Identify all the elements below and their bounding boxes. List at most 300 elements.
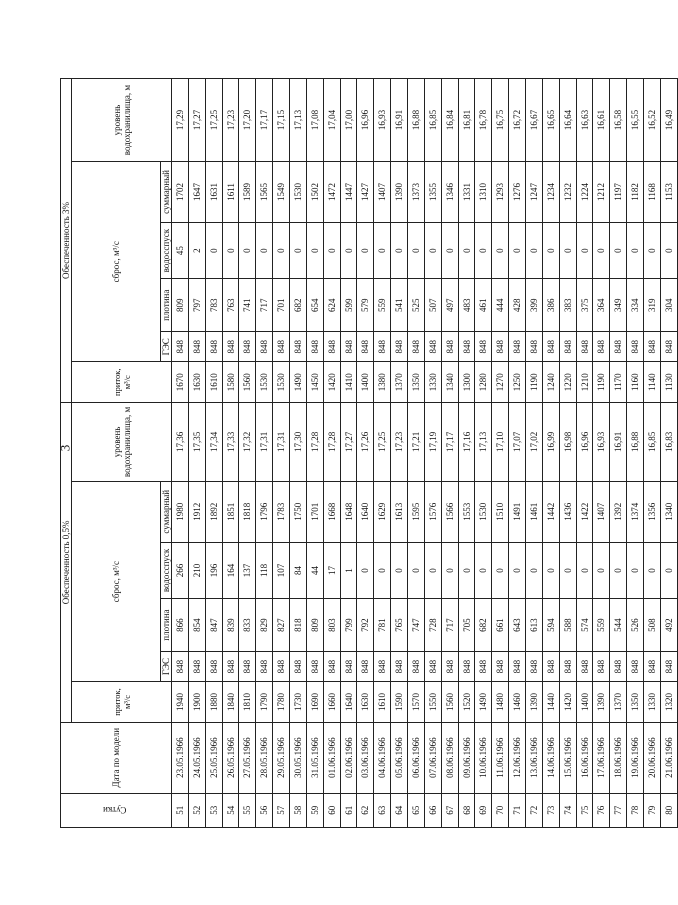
table-cell: 1912 bbox=[188, 481, 205, 542]
table-cell: 525 bbox=[408, 279, 425, 332]
table-cell: 1168 bbox=[644, 162, 661, 223]
table-cell: 0 bbox=[408, 222, 425, 279]
table-cell: 1370 bbox=[391, 362, 408, 402]
table-cell: 0 bbox=[660, 222, 677, 279]
table-cell: 17,25 bbox=[374, 402, 391, 481]
table-cell: 1610 bbox=[374, 682, 391, 722]
table-row bbox=[222, 79, 239, 828]
table-cell: 526 bbox=[627, 599, 644, 652]
table-cell: 848 bbox=[340, 651, 357, 681]
header-section-0-5: Обеспеченность 0,5% bbox=[61, 402, 72, 722]
table-row bbox=[492, 79, 509, 828]
table-cell: 0 bbox=[441, 542, 458, 599]
table-cell: 2 bbox=[188, 222, 205, 279]
table-cell: 848 bbox=[340, 332, 357, 362]
table-cell: 137 bbox=[239, 542, 256, 599]
table-cell: 1490 bbox=[475, 682, 492, 722]
table-cell: 27.05.1966 bbox=[239, 722, 256, 793]
table-cell: 848 bbox=[273, 332, 290, 362]
table-cell: 848 bbox=[424, 651, 441, 681]
table-cell: 1783 bbox=[273, 481, 290, 542]
table-cell: 1560 bbox=[239, 362, 256, 402]
table-cell: 728 bbox=[424, 599, 441, 652]
table-cell: 848 bbox=[391, 332, 408, 362]
table-cell: 0 bbox=[239, 222, 256, 279]
table-cell: 17,23 bbox=[391, 402, 408, 481]
table-cell: 84 bbox=[290, 542, 307, 599]
table-cell: 1796 bbox=[256, 481, 273, 542]
table-cell: 613 bbox=[526, 599, 543, 652]
table-row bbox=[340, 79, 357, 828]
table-row bbox=[323, 79, 340, 828]
table-cell: 1730 bbox=[290, 682, 307, 722]
table-cell: 797 bbox=[188, 279, 205, 332]
table-cell: 0 bbox=[391, 222, 408, 279]
table-row bbox=[441, 79, 458, 828]
table-cell: 848 bbox=[458, 651, 475, 681]
table-cell: 16,96 bbox=[357, 79, 374, 162]
table-cell: 69 bbox=[475, 793, 492, 827]
table-cell: 701 bbox=[273, 279, 290, 332]
table-cell: 848 bbox=[239, 332, 256, 362]
table-cell: 17,19 bbox=[424, 402, 441, 481]
table-cell: 0 bbox=[374, 222, 391, 279]
table-cell: 12.06.1966 bbox=[509, 722, 526, 793]
table-cell: 0 bbox=[492, 222, 509, 279]
table-cell: 0 bbox=[660, 542, 677, 599]
table-cell: 0 bbox=[559, 542, 576, 599]
table-cell: 349 bbox=[610, 279, 627, 332]
table-cell: 848 bbox=[256, 332, 273, 362]
table-cell: 1331 bbox=[458, 162, 475, 223]
header-dam-1: плотина bbox=[161, 599, 172, 652]
table-cell: 1130 bbox=[660, 362, 677, 402]
table-cell: 74 bbox=[559, 793, 576, 827]
table-cell: 0 bbox=[340, 222, 357, 279]
table-cell: 71 bbox=[509, 793, 526, 827]
table-cell: 809 bbox=[172, 279, 189, 332]
table-cell: 17,07 bbox=[509, 402, 526, 481]
header-ges-1: ГЭС bbox=[161, 651, 172, 681]
table-cell: 17,32 bbox=[239, 402, 256, 481]
table-cell: 0 bbox=[509, 222, 526, 279]
table-cell: 848 bbox=[509, 651, 526, 681]
table-cell: 16,61 bbox=[593, 79, 610, 162]
table-cell: 1270 bbox=[492, 362, 509, 402]
table-cell: 661 bbox=[492, 599, 509, 652]
table-cell: 1549 bbox=[273, 162, 290, 223]
table-cell: 1530 bbox=[290, 162, 307, 223]
table-cell: 0 bbox=[290, 222, 307, 279]
table-cell: 17,21 bbox=[408, 402, 425, 481]
table-cell: 24.05.1966 bbox=[188, 722, 205, 793]
table-cell: 0 bbox=[526, 222, 543, 279]
table-cell: 579 bbox=[357, 279, 374, 332]
table-cell: 599 bbox=[340, 279, 357, 332]
table-cell: 304 bbox=[660, 279, 677, 332]
table-cell: 839 bbox=[222, 599, 239, 652]
table-cell: 1892 bbox=[205, 481, 222, 542]
table-cell: 0 bbox=[273, 222, 290, 279]
table-cell: 65 bbox=[408, 793, 425, 827]
header-date: Дата по модели bbox=[61, 722, 172, 793]
table-cell: 1356 bbox=[644, 481, 661, 542]
table-cell: 1490 bbox=[290, 362, 307, 402]
table-cell: 765 bbox=[391, 599, 408, 652]
table-cell: 1640 bbox=[357, 481, 374, 542]
table-cell: 1630 bbox=[188, 362, 205, 402]
table-cell: 54 bbox=[222, 793, 239, 827]
table-cell: 16,93 bbox=[593, 402, 610, 481]
table-cell: 1818 bbox=[239, 481, 256, 542]
table-cell: 118 bbox=[256, 542, 273, 599]
table-cell: 26.05.1966 bbox=[222, 722, 239, 793]
data-table-container bbox=[60, 78, 674, 828]
table-cell: 682 bbox=[475, 599, 492, 652]
table-row bbox=[172, 79, 189, 828]
table-cell: 0 bbox=[408, 542, 425, 599]
table-cell: 1647 bbox=[188, 162, 205, 223]
table-row bbox=[408, 79, 425, 828]
table-cell: 1576 bbox=[424, 481, 441, 542]
table-cell: 848 bbox=[542, 332, 559, 362]
table-cell: 334 bbox=[627, 279, 644, 332]
table-cell: 17,00 bbox=[340, 79, 357, 162]
table-cell: 866 bbox=[172, 599, 189, 652]
table-cell: 1701 bbox=[306, 481, 323, 542]
table-cell: 848 bbox=[610, 332, 627, 362]
table-cell: 1373 bbox=[408, 162, 425, 223]
table-cell: 1400 bbox=[357, 362, 374, 402]
table-cell: 0 bbox=[509, 542, 526, 599]
table-cell: 1330 bbox=[644, 682, 661, 722]
table-cell: 17,35 bbox=[188, 402, 205, 481]
table-cell: 747 bbox=[408, 599, 425, 652]
table-cell: 0 bbox=[205, 222, 222, 279]
table-cell: 0 bbox=[542, 542, 559, 599]
table-cell: 383 bbox=[559, 279, 576, 332]
table-row bbox=[542, 79, 559, 828]
table-cell: 51 bbox=[172, 793, 189, 827]
table-row bbox=[660, 79, 677, 828]
table-cell: 827 bbox=[273, 599, 290, 652]
table-cell: 1153 bbox=[660, 162, 677, 223]
table-cell: 1210 bbox=[576, 362, 593, 402]
table-cell: 829 bbox=[256, 599, 273, 652]
table-cell: 0 bbox=[559, 222, 576, 279]
table-cell: 16,85 bbox=[424, 79, 441, 162]
table-cell: 20.06.1966 bbox=[644, 722, 661, 793]
table-row bbox=[424, 79, 441, 828]
table-cell: 63 bbox=[374, 793, 391, 827]
table-cell: 848 bbox=[306, 651, 323, 681]
table-cell: 1550 bbox=[424, 682, 441, 722]
table-cell: 17,31 bbox=[273, 402, 290, 481]
table-cell: 1520 bbox=[458, 682, 475, 722]
table-cell: 848 bbox=[188, 651, 205, 681]
table-cell: 848 bbox=[660, 332, 677, 362]
table-cell: 1320 bbox=[660, 682, 677, 722]
table-cell: 848 bbox=[205, 332, 222, 362]
table-cell: 386 bbox=[542, 279, 559, 332]
table-row bbox=[188, 79, 205, 828]
table-cell: 1380 bbox=[374, 362, 391, 402]
header-level-2: уровень водохранилища, м bbox=[72, 79, 172, 162]
table-cell: 17,17 bbox=[441, 402, 458, 481]
table-cell: 848 bbox=[172, 651, 189, 681]
table-cell: 1553 bbox=[458, 481, 475, 542]
table-cell: 848 bbox=[593, 651, 610, 681]
table-cell: 1702 bbox=[172, 162, 189, 223]
table-row bbox=[306, 79, 323, 828]
table-cell: 1240 bbox=[542, 362, 559, 402]
table-row bbox=[593, 79, 610, 828]
table-cell: 375 bbox=[576, 279, 593, 332]
table-cell: 17,17 bbox=[256, 79, 273, 162]
table-cell: 848 bbox=[323, 332, 340, 362]
table-cell: 17,04 bbox=[323, 79, 340, 162]
table-row bbox=[374, 79, 391, 828]
table-cell: 848 bbox=[222, 332, 239, 362]
table-cell: 809 bbox=[306, 599, 323, 652]
table-cell: 783 bbox=[205, 279, 222, 332]
table-row bbox=[357, 79, 374, 828]
header-dam-2: плотина bbox=[161, 279, 172, 332]
table-cell: 848 bbox=[408, 651, 425, 681]
table-cell: 14.06.1966 bbox=[542, 722, 559, 793]
table-cell: 1690 bbox=[306, 682, 323, 722]
table-cell: 17,10 bbox=[492, 402, 509, 481]
table-cell: 763 bbox=[222, 279, 239, 332]
table-cell: 1232 bbox=[559, 162, 576, 223]
table-cell: 0 bbox=[593, 542, 610, 599]
table-cell: 1980 bbox=[172, 481, 189, 542]
table-cell: 17,25 bbox=[205, 79, 222, 162]
table-cell: 541 bbox=[391, 279, 408, 332]
table-cell: 1280 bbox=[475, 362, 492, 402]
table-cell: 17,08 bbox=[306, 79, 323, 162]
table-cell: 848 bbox=[644, 651, 661, 681]
table-row bbox=[239, 79, 256, 828]
table-cell: 1 bbox=[340, 542, 357, 599]
table-cell: 64 bbox=[391, 793, 408, 827]
table-row bbox=[458, 79, 475, 828]
table-cell: 848 bbox=[492, 651, 509, 681]
table-cell: 1780 bbox=[273, 682, 290, 722]
table-cell: 16,83 bbox=[660, 402, 677, 481]
table-cell: 848 bbox=[357, 332, 374, 362]
table-cell: 05.06.1966 bbox=[391, 722, 408, 793]
table-cell: 28.05.1966 bbox=[256, 722, 273, 793]
table-cell: 799 bbox=[340, 599, 357, 652]
table-cell: 848 bbox=[188, 332, 205, 362]
table-cell: 73 bbox=[542, 793, 559, 827]
table-cell: 17,15 bbox=[273, 79, 290, 162]
header-inflow-1: приток, м³/с bbox=[72, 682, 172, 722]
table-cell: 17,27 bbox=[188, 79, 205, 162]
table-cell: 1140 bbox=[644, 362, 661, 402]
table-cell: 848 bbox=[509, 332, 526, 362]
table-cell: 0 bbox=[475, 222, 492, 279]
table-cell: 16,93 bbox=[374, 79, 391, 162]
table-cell: 16,58 bbox=[610, 79, 627, 162]
table-cell: 1247 bbox=[526, 162, 543, 223]
header-section-3: Обеспеченность 3% bbox=[61, 79, 72, 403]
table-cell: 1390 bbox=[391, 162, 408, 223]
table-cell: 848 bbox=[492, 332, 509, 362]
table-cell: 25.05.1966 bbox=[205, 722, 222, 793]
table-cell: 717 bbox=[441, 599, 458, 652]
table-cell: 848 bbox=[593, 332, 610, 362]
table-cell: 848 bbox=[290, 651, 307, 681]
table-cell: 210 bbox=[188, 542, 205, 599]
table-cell: 848 bbox=[306, 332, 323, 362]
table-cell: 1631 bbox=[205, 162, 222, 223]
table-cell: 1390 bbox=[593, 682, 610, 722]
table-cell: 1436 bbox=[559, 481, 576, 542]
table-cell: 544 bbox=[610, 599, 627, 652]
table-cell: 16,91 bbox=[391, 79, 408, 162]
table-cell: 1330 bbox=[424, 362, 441, 402]
table-cell: 1250 bbox=[509, 362, 526, 402]
table-cell: 854 bbox=[188, 599, 205, 652]
table-cell: 848 bbox=[475, 332, 492, 362]
table-cell: 781 bbox=[374, 599, 391, 652]
table-cell: 0 bbox=[323, 222, 340, 279]
table-cell: 17,28 bbox=[306, 402, 323, 481]
table-cell: 1589 bbox=[239, 162, 256, 223]
table-cell: 1590 bbox=[391, 682, 408, 722]
table-cell: 17,26 bbox=[357, 402, 374, 481]
table-cell: 09.06.1966 bbox=[458, 722, 475, 793]
table-cell: 1293 bbox=[492, 162, 509, 223]
table-cell: 11.06.1966 bbox=[492, 722, 509, 793]
table-cell: 06.06.1966 bbox=[408, 722, 425, 793]
table-cell: 848 bbox=[610, 651, 627, 681]
table-cell: 16,91 bbox=[610, 402, 627, 481]
table-cell: 164 bbox=[222, 542, 239, 599]
table-cell: 08.06.1966 bbox=[441, 722, 458, 793]
table-cell: 1613 bbox=[391, 481, 408, 542]
table-cell: 1276 bbox=[509, 162, 526, 223]
table-cell: 1940 bbox=[172, 682, 189, 722]
table-cell: 1502 bbox=[306, 162, 323, 223]
table-cell: 483 bbox=[458, 279, 475, 332]
table-cell: 1212 bbox=[593, 162, 610, 223]
table-cell: 319 bbox=[644, 279, 661, 332]
table-cell: 0 bbox=[458, 222, 475, 279]
table-cell: 16,65 bbox=[542, 79, 559, 162]
table-row bbox=[627, 79, 644, 828]
table-cell: 848 bbox=[172, 332, 189, 362]
table-cell: 1197 bbox=[610, 162, 627, 223]
table-cell: 31.05.1966 bbox=[306, 722, 323, 793]
header-spillway-2: водосспуск bbox=[161, 222, 172, 279]
table-cell: 1400 bbox=[576, 682, 593, 722]
table-cell: 17,30 bbox=[290, 402, 307, 481]
table-cell: 1422 bbox=[576, 481, 593, 542]
table-cell: 1370 bbox=[610, 682, 627, 722]
table-cell: 717 bbox=[256, 279, 273, 332]
table-cell: 848 bbox=[323, 651, 340, 681]
table-cell: 1355 bbox=[424, 162, 441, 223]
table-cell: 428 bbox=[509, 279, 526, 332]
table-cell: 17,20 bbox=[239, 79, 256, 162]
table-cell: 848 bbox=[441, 651, 458, 681]
table-cell: 848 bbox=[576, 332, 593, 362]
table-cell: 833 bbox=[239, 599, 256, 652]
table-cell: 16,99 bbox=[542, 402, 559, 481]
table-cell: 1566 bbox=[441, 481, 458, 542]
table-cell: 0 bbox=[222, 222, 239, 279]
page-number: 3 bbox=[57, 444, 73, 452]
header-inflow-2: приток, м³/с bbox=[72, 362, 172, 402]
table-cell: 0 bbox=[610, 222, 627, 279]
table-cell: 79 bbox=[644, 793, 661, 827]
table-row bbox=[576, 79, 593, 828]
table-cell: 16,98 bbox=[559, 402, 576, 481]
table-cell: 847 bbox=[205, 599, 222, 652]
table-cell: 741 bbox=[239, 279, 256, 332]
table-row bbox=[273, 79, 290, 828]
table-cell: 57 bbox=[273, 793, 290, 827]
table-cell: 76 bbox=[593, 793, 610, 827]
table-cell: 16,88 bbox=[627, 402, 644, 481]
table-cell: 02.06.1966 bbox=[340, 722, 357, 793]
table-cell: 848 bbox=[458, 332, 475, 362]
table-cell: 72 bbox=[526, 793, 543, 827]
table-cell: 59 bbox=[306, 793, 323, 827]
table-cell: 70 bbox=[492, 793, 509, 827]
table-cell: 16,63 bbox=[576, 79, 593, 162]
table-cell: 68 bbox=[458, 793, 475, 827]
table-row bbox=[610, 79, 627, 828]
header-discharge-2: сброс, м³/с bbox=[72, 162, 161, 362]
table-cell: 1491 bbox=[509, 481, 526, 542]
table-cell: 1648 bbox=[340, 481, 357, 542]
table-cell: 1190 bbox=[593, 362, 610, 402]
table-cell: 0 bbox=[475, 542, 492, 599]
table-cell: 0 bbox=[542, 222, 559, 279]
table-cell: 1670 bbox=[172, 362, 189, 402]
table-cell: 654 bbox=[306, 279, 323, 332]
table-cell: 16,72 bbox=[509, 79, 526, 162]
table-cell: 1460 bbox=[509, 682, 526, 722]
table-cell: 07.06.1966 bbox=[424, 722, 441, 793]
table-cell: 17 bbox=[323, 542, 340, 599]
table-cell: 1668 bbox=[323, 481, 340, 542]
table-cell: 0 bbox=[424, 222, 441, 279]
table-cell: 1410 bbox=[340, 362, 357, 402]
table-cell: 0 bbox=[458, 542, 475, 599]
table-cell: 497 bbox=[441, 279, 458, 332]
table-cell: 0 bbox=[576, 542, 593, 599]
table-cell: 848 bbox=[290, 332, 307, 362]
table-cell: 1407 bbox=[593, 481, 610, 542]
table-cell: 13.06.1966 bbox=[526, 722, 543, 793]
table-row bbox=[644, 79, 661, 828]
table-cell: 1450 bbox=[306, 362, 323, 402]
table-cell: 17.06.1966 bbox=[593, 722, 610, 793]
table-cell: 16,64 bbox=[559, 79, 576, 162]
table-cell: 1182 bbox=[627, 162, 644, 223]
table-cell: 1580 bbox=[222, 362, 239, 402]
table-cell: 0 bbox=[610, 542, 627, 599]
table-cell: 1220 bbox=[559, 362, 576, 402]
table-row bbox=[509, 79, 526, 828]
table-cell: 0 bbox=[306, 222, 323, 279]
table-cell: 848 bbox=[424, 332, 441, 362]
